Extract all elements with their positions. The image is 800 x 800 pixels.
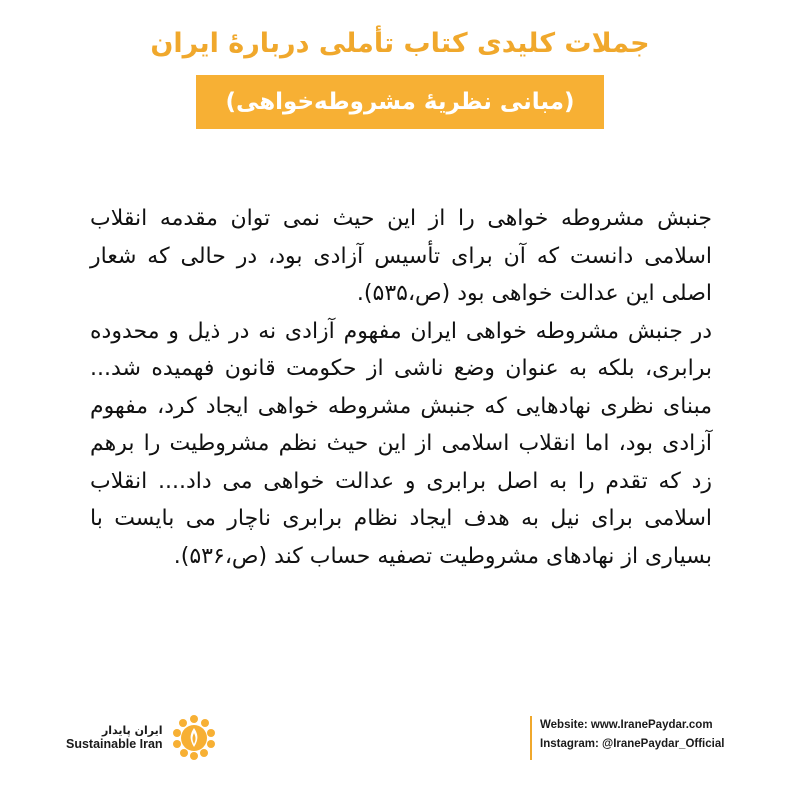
brand-name-fa: ایران پایدار: [101, 723, 163, 737]
brand-name-en: Sustainable Iran: [66, 736, 163, 751]
website-link[interactable]: Website: www.IranePaydar.com: [540, 719, 713, 731]
brand-text: [66, 724, 163, 751]
subtitle-text: (مبانی نظریهٔ مشروطه‌خواهی): [225, 89, 575, 115]
contact-block: [530, 716, 724, 760]
quote-body: [90, 200, 712, 575]
page-title: جملات کلیدی کتاب تأملی دربارهٔ ایران: [150, 28, 650, 59]
quote-paragraph-1: جنبش مشروطه خواهی را از این حیث نمی توان مقدمه انقلاب اسلامی دانست که آن برای تأسیس آزادی بود، در حالی که شعار اصلی این عدالت خواهی بود (ص،۵۳۵).: [90, 206, 712, 306]
brand-block: [66, 712, 217, 762]
subtitle-banner: [196, 75, 604, 129]
instagram-link[interactable]: Instagram: @IranePaydar_Official: [540, 738, 725, 750]
iran-paydar-logo-icon: [171, 714, 217, 760]
quote-paragraph-2: در جنبش مشروطه خواهی ایران مفهوم آزادی نه در ذیل و محدوده برابری، بلکه به عنوان وضع ناشی از حکومت قانون فهمیده شد... مبنای نظری نهادهایی که جنبش مشروطه خواهی ایجاد کرد، مفهوم آزادی بود، اما انقلاب اسلامی از این حیث نظم مشروطیت را برهم زد که تقدم را به اصل برابری و عدالت خواهی می داد.... انقلاب اسلامی برای نیل به هدف ایجاد نظام برابری ناچار می بایست با بسیاری از نهادهای مشروطیت تصفیه حساب کند (ص،۵۳۶).: [90, 318, 712, 569]
